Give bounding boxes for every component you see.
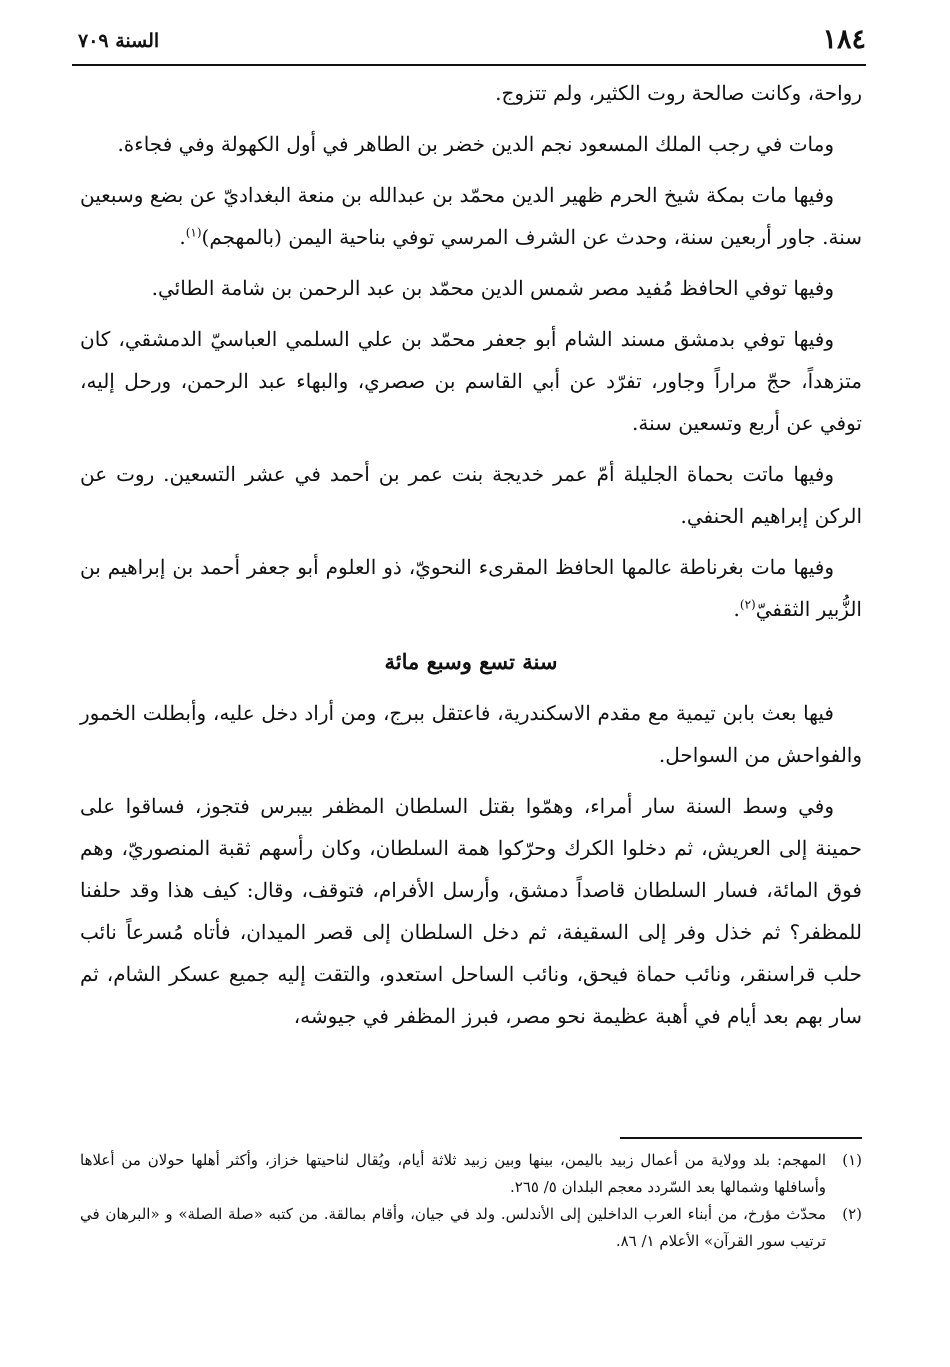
footnote <box>80 1201 862 1255</box>
footnote-number: (١) <box>842 1151 862 1169</box>
footnote-text: محدّث مؤرخ، من أبناء العرب الداخلين إلى الأندلس. ولد في جيان، وأقام بمالقة. من كتبه «صلة الصلة» و «البرهان في ترتيب سور القرآن» الأعلام ١/ ٨٦. <box>80 1205 826 1250</box>
footnote-text: المهجم: بلد وولاية من أعمال زبيد باليمن، بينها وبين زبيد ثلاثة أيام، ويُقال لناحيتها خزاز، وأكثر أهلها حولان من أعلاها وأسافلها وشمالها بعد السّردد معجم البلدان ٥/ ٢٦٥. <box>80 1151 826 1196</box>
footnote-number: (٢) <box>842 1205 862 1223</box>
footnote-reference[interactable]: (١) <box>185 225 202 240</box>
paragraph: وفيها ماتت بحماة الجليلة أمّ عمر خديجة بنت عمر بن أحمد في عشر التسعين. روت عن الركن إبراهيم الحنفي. <box>80 462 862 528</box>
period: . <box>179 225 186 249</box>
paragraph <box>80 174 862 258</box>
paragraph: وفيها توفي الحافظ مُفيد مصر شمس الدين محمّد بن عبد الرحمن بن شامة الطائي. <box>151 276 834 300</box>
period: . <box>733 597 740 621</box>
running-title: السنة ٧٠٩ <box>78 30 160 52</box>
footnote <box>80 1147 862 1201</box>
paragraph: وفيها توفي بدمشق مسند الشام أبو جعفر محمّد بن علي السلمي العباسيّ الدمشقي، كان متزهداً، حجّ مراراً وجاور، تفرّد عن أبي القاسم بن صصري، والبهاء عبد الرحمن، ورحل إليه، توفي عن أربع وتسعين سنة. <box>80 327 862 435</box>
paragraph: رواحة، وكانت صالحة روت الكثير، ولم تتزوج. <box>495 81 862 105</box>
page-number: ١٨٤ <box>822 24 866 55</box>
paragraph <box>80 546 862 630</box>
footnote-divider <box>620 1137 862 1139</box>
paragraph: وفي وسط السنة سار أمراء، وهمّوا بقتل السلطان المظفر بيبرس فتجوز، فساقوا على حمينة إلى العريش، ثم دخلوا الكرك وحرّكوا همة السلطان، وكان رأسهم ثقبة المنصوريّ، وهم فوق المائة، فسار السلطان قاصداً دمشق، وأرسل الأفرام، فتوقف، وقال: كيف هذا وقد حلفنا للمظفر؟ ثم خذل وفر إلى السقيفة، ثم دخل السلطان إلى قصر الميدان، فأتاه مُسرعاً نائب حلب قراسنقر، ونائب حماة فيحق، ونائب الساحل استعدو، والتقت إليه جميع عسكر الشام، ثم سار بهم بعد أيام في أهبة عظيمة نحو مصر، فبرز المظفر في جيوشه، <box>80 794 862 1028</box>
main-text <box>80 72 862 1046</box>
page-header <box>72 22 866 64</box>
footnotes <box>80 1147 862 1255</box>
header-divider <box>72 64 866 66</box>
paragraph: فيها بعث بابن تيمية مع مقدم الاسكندرية، فاعتقل ببرج، ومن أراد دخل عليه، وأبطلت الخمور والفواحش من السواحل. <box>80 701 862 767</box>
footnote-reference[interactable]: (٢) <box>739 597 756 612</box>
paragraph-text: وفيها مات بمكة شيخ الحرم ظهير الدين محمّد بن عبدالله بن منعة البغداديّ عن بضع وسبعين سنة. جاور أربعين سنة، وحدث عن الشرف المرسي توفي بناحية اليمن (بالمهجم) <box>80 183 862 249</box>
paragraph: ومات في رجب الملك المسعود نجم الدين خضر بن الطاهر في أول الكهولة وفي فجاءة. <box>117 132 834 156</box>
section-heading: سنة تسع وسبع مائة <box>384 649 558 674</box>
paragraph-text: وفيها مات بغرناطة عالمها الحافظ المقرىء النحويّ، ذو العلوم أبو جعفر أحمد بن إبراهيم بن الزُّبير الثقفيّ <box>80 555 862 621</box>
